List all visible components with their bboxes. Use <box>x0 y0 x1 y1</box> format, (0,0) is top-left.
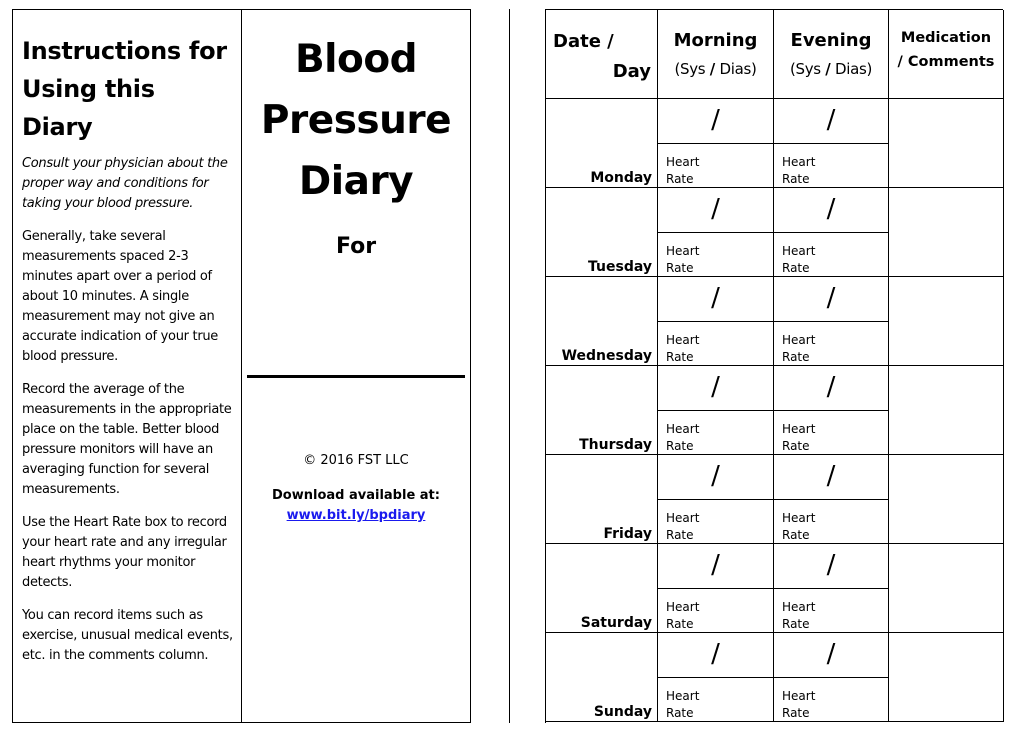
rate-label: Rate <box>666 528 694 542</box>
rate-label: Rate <box>782 172 810 186</box>
units-slash: / <box>709 60 715 78</box>
morning-heart-rate-saturday[interactable] <box>658 589 774 633</box>
heart-label: Heart <box>782 244 816 258</box>
bp-slash-mark: / <box>711 639 720 669</box>
instructions-panel <box>12 9 242 723</box>
heart-label: Heart <box>666 422 700 436</box>
instruction-paragraph-average: Record the average of the measurements in the appropriate place on the table. Better blood pressure monitors will have an averaging function for several measurements. <box>22 382 232 497</box>
rate-label: Rate <box>782 261 810 275</box>
comments-cell-tuesday[interactable] <box>889 188 1004 277</box>
morning-bp-monday[interactable] <box>658 99 774 144</box>
heart-rate-label <box>666 332 699 366</box>
heart-label: Heart <box>666 244 700 258</box>
evening-heart-rate-monday[interactable] <box>774 144 889 188</box>
comments-cell-monday[interactable] <box>889 99 1004 188</box>
comments-cell-friday[interactable] <box>889 455 1004 544</box>
cover-title-line3: Diary <box>298 159 414 204</box>
day-cell-sunday <box>546 633 658 722</box>
fold-line <box>509 9 510 723</box>
diary-table <box>545 9 1003 723</box>
download-link[interactable]: www.bit.ly/bpdiary <box>286 508 426 523</box>
dias-label: Dias <box>719 60 751 78</box>
day-cell-saturday <box>546 544 658 633</box>
rate-label: Rate <box>666 706 694 720</box>
heart-rate-label <box>666 154 699 188</box>
heart-rate-label <box>782 243 815 277</box>
heart-label: Heart <box>666 511 700 525</box>
heart-rate-label <box>666 243 699 277</box>
evening-bp-tuesday[interactable] <box>774 188 889 233</box>
copyright-text: © 2016 FST LLC <box>303 453 409 468</box>
paren-open: ( <box>789 60 796 78</box>
day-cell-tuesday <box>546 188 658 277</box>
comments-cell-wednesday[interactable] <box>889 277 1004 366</box>
evening-heart-rate-friday[interactable] <box>774 500 889 544</box>
evening-bp-friday[interactable] <box>774 455 889 500</box>
evening-bp-wednesday[interactable] <box>774 277 889 322</box>
morning-bp-saturday[interactable] <box>658 544 774 589</box>
evening-heart-rate-sunday[interactable] <box>774 678 889 722</box>
day-cell-wednesday <box>546 277 658 366</box>
heart-label: Heart <box>666 689 700 703</box>
evening-bp-thursday[interactable] <box>774 366 889 411</box>
bp-slash-mark: / <box>711 105 720 135</box>
rate-label: Rate <box>782 350 810 364</box>
instructions-heading-line2: Using this Diary <box>22 75 155 141</box>
comments-cell-thursday[interactable] <box>889 366 1004 455</box>
heart-label: Heart <box>782 155 816 169</box>
heart-label: Heart <box>782 689 816 703</box>
paren-open: ( <box>674 60 680 78</box>
heart-rate-label <box>782 688 815 722</box>
instruction-paragraph-heart-rate: Use the Heart Rate box to record your heart rate and any irregular heart rhythms your monitor detects. <box>22 515 227 590</box>
cover-panel <box>241 9 471 723</box>
morning-bp-thursday[interactable] <box>658 366 774 411</box>
heart-rate-label <box>666 421 699 455</box>
heart-label: Heart <box>666 600 700 614</box>
header-evening-units <box>774 60 888 78</box>
morning-bp-friday[interactable] <box>658 455 774 500</box>
header-comments-label: / Comments <box>897 54 995 70</box>
rate-label: Rate <box>666 261 694 275</box>
instruction-paragraph-consult: Consult your physician about the proper way and conditions for taking your blood pressure. <box>22 156 228 211</box>
morning-heart-rate-monday[interactable] <box>658 144 774 188</box>
evening-bp-saturday[interactable] <box>774 544 889 589</box>
evening-heart-rate-saturday[interactable] <box>774 589 889 633</box>
bp-slash-mark: / <box>711 550 720 580</box>
instructions-heading <box>22 32 233 146</box>
bp-slash-mark: / <box>826 105 836 135</box>
rate-label: Rate <box>666 172 694 186</box>
heart-label: Heart <box>666 333 700 347</box>
morning-heart-rate-thursday[interactable] <box>658 411 774 455</box>
rate-label: Rate <box>782 528 810 542</box>
header-morning <box>658 10 774 99</box>
cover-title-line1: Blood <box>294 37 418 82</box>
heart-label: Heart <box>782 511 816 525</box>
paren-close: ) <box>750 60 757 78</box>
rate-label: Rate <box>666 617 694 631</box>
header-morning-label: Morning <box>673 30 758 51</box>
rate-label: Rate <box>782 706 810 720</box>
bp-slash-mark: / <box>826 194 836 224</box>
bp-slash-mark: / <box>826 639 836 669</box>
instruction-paragraph-measurements: Generally, take several measurements spaced 2-3 minutes apart over a period of about 10 minutes. A single measurement may not give an accurate indication of your true blood pressure. <box>22 229 219 364</box>
cover-for-label: For <box>335 234 377 259</box>
rate-label: Rate <box>666 439 694 453</box>
bp-slash-mark: / <box>826 283 836 313</box>
heart-label: Heart <box>782 333 816 347</box>
morning-heart-rate-friday[interactable] <box>658 500 774 544</box>
day-label: Friday <box>603 526 652 542</box>
day-label: Tuesday <box>588 259 652 275</box>
morning-bp-tuesday[interactable] <box>658 188 774 233</box>
morning-bp-sunday[interactable] <box>658 633 774 678</box>
heart-rate-label <box>782 599 815 633</box>
bp-slash-mark: / <box>711 372 720 402</box>
bp-slash-mark: / <box>826 461 836 491</box>
bp-slash-mark: / <box>711 461 720 491</box>
evening-heart-rate-thursday[interactable] <box>774 411 889 455</box>
morning-heart-rate-wednesday[interactable] <box>658 322 774 366</box>
header-date-day <box>546 10 658 99</box>
units-slash: / <box>825 60 831 78</box>
paren-close: ) <box>866 60 873 78</box>
heart-label: Heart <box>782 422 816 436</box>
day-label: Monday <box>590 170 652 186</box>
heart-rate-label <box>782 421 815 455</box>
heart-rate-label <box>666 688 699 722</box>
cover-title-line2: Pressure <box>260 98 452 143</box>
heart-rate-label <box>782 154 815 188</box>
morning-bp-wednesday[interactable] <box>658 277 774 322</box>
header-medication-comments <box>889 10 1004 99</box>
rate-label: Rate <box>666 350 694 364</box>
day-cell-thursday <box>546 366 658 455</box>
morning-heart-rate-sunday[interactable] <box>658 678 774 722</box>
heart-rate-label <box>782 510 815 544</box>
dias-label: Dias <box>834 60 867 78</box>
heart-rate-label <box>666 510 699 544</box>
sys-label: Sys <box>795 60 821 78</box>
rate-label: Rate <box>782 439 810 453</box>
comments-cell-sunday[interactable] <box>889 633 1004 722</box>
instructions-heading-line1: Instructions for <box>22 37 227 65</box>
day-label: Wednesday <box>561 348 652 364</box>
header-day-label: Day <box>612 61 651 82</box>
heart-rate-label <box>782 332 815 366</box>
header-evening-label: Evening <box>790 30 872 51</box>
day-label: Saturday <box>580 615 652 631</box>
day-cell-monday <box>546 99 658 188</box>
heart-label: Heart <box>782 600 816 614</box>
heart-rate-label <box>666 599 699 633</box>
header-date-label: Date / <box>553 31 614 52</box>
evening-bp-sunday[interactable] <box>774 633 889 678</box>
bp-slash-mark: / <box>711 283 720 313</box>
day-label: Thursday <box>579 437 652 453</box>
day-cell-friday <box>546 455 658 544</box>
name-line <box>247 375 465 378</box>
evening-heart-rate-wednesday[interactable] <box>774 322 889 366</box>
comments-cell-saturday[interactable] <box>889 544 1004 633</box>
heart-label: Heart <box>666 155 700 169</box>
instruction-paragraph-comments: You can record items such as exercise, unusual medical events, etc. in the comments column. <box>22 608 233 663</box>
download-label: Download available at: <box>272 488 440 503</box>
bp-slash-mark: / <box>711 194 720 224</box>
header-medication-label: Medication <box>900 30 992 46</box>
evening-heart-rate-tuesday[interactable] <box>774 233 889 277</box>
header-morning-units <box>658 60 773 78</box>
rate-label: Rate <box>782 617 810 631</box>
bp-slash-mark: / <box>826 550 836 580</box>
day-label: Sunday <box>593 704 652 720</box>
morning-heart-rate-tuesday[interactable] <box>658 233 774 277</box>
sys-label: Sys <box>680 60 706 78</box>
header-evening <box>774 10 889 99</box>
evening-bp-monday[interactable] <box>774 99 889 144</box>
bp-slash-mark: / <box>826 372 836 402</box>
